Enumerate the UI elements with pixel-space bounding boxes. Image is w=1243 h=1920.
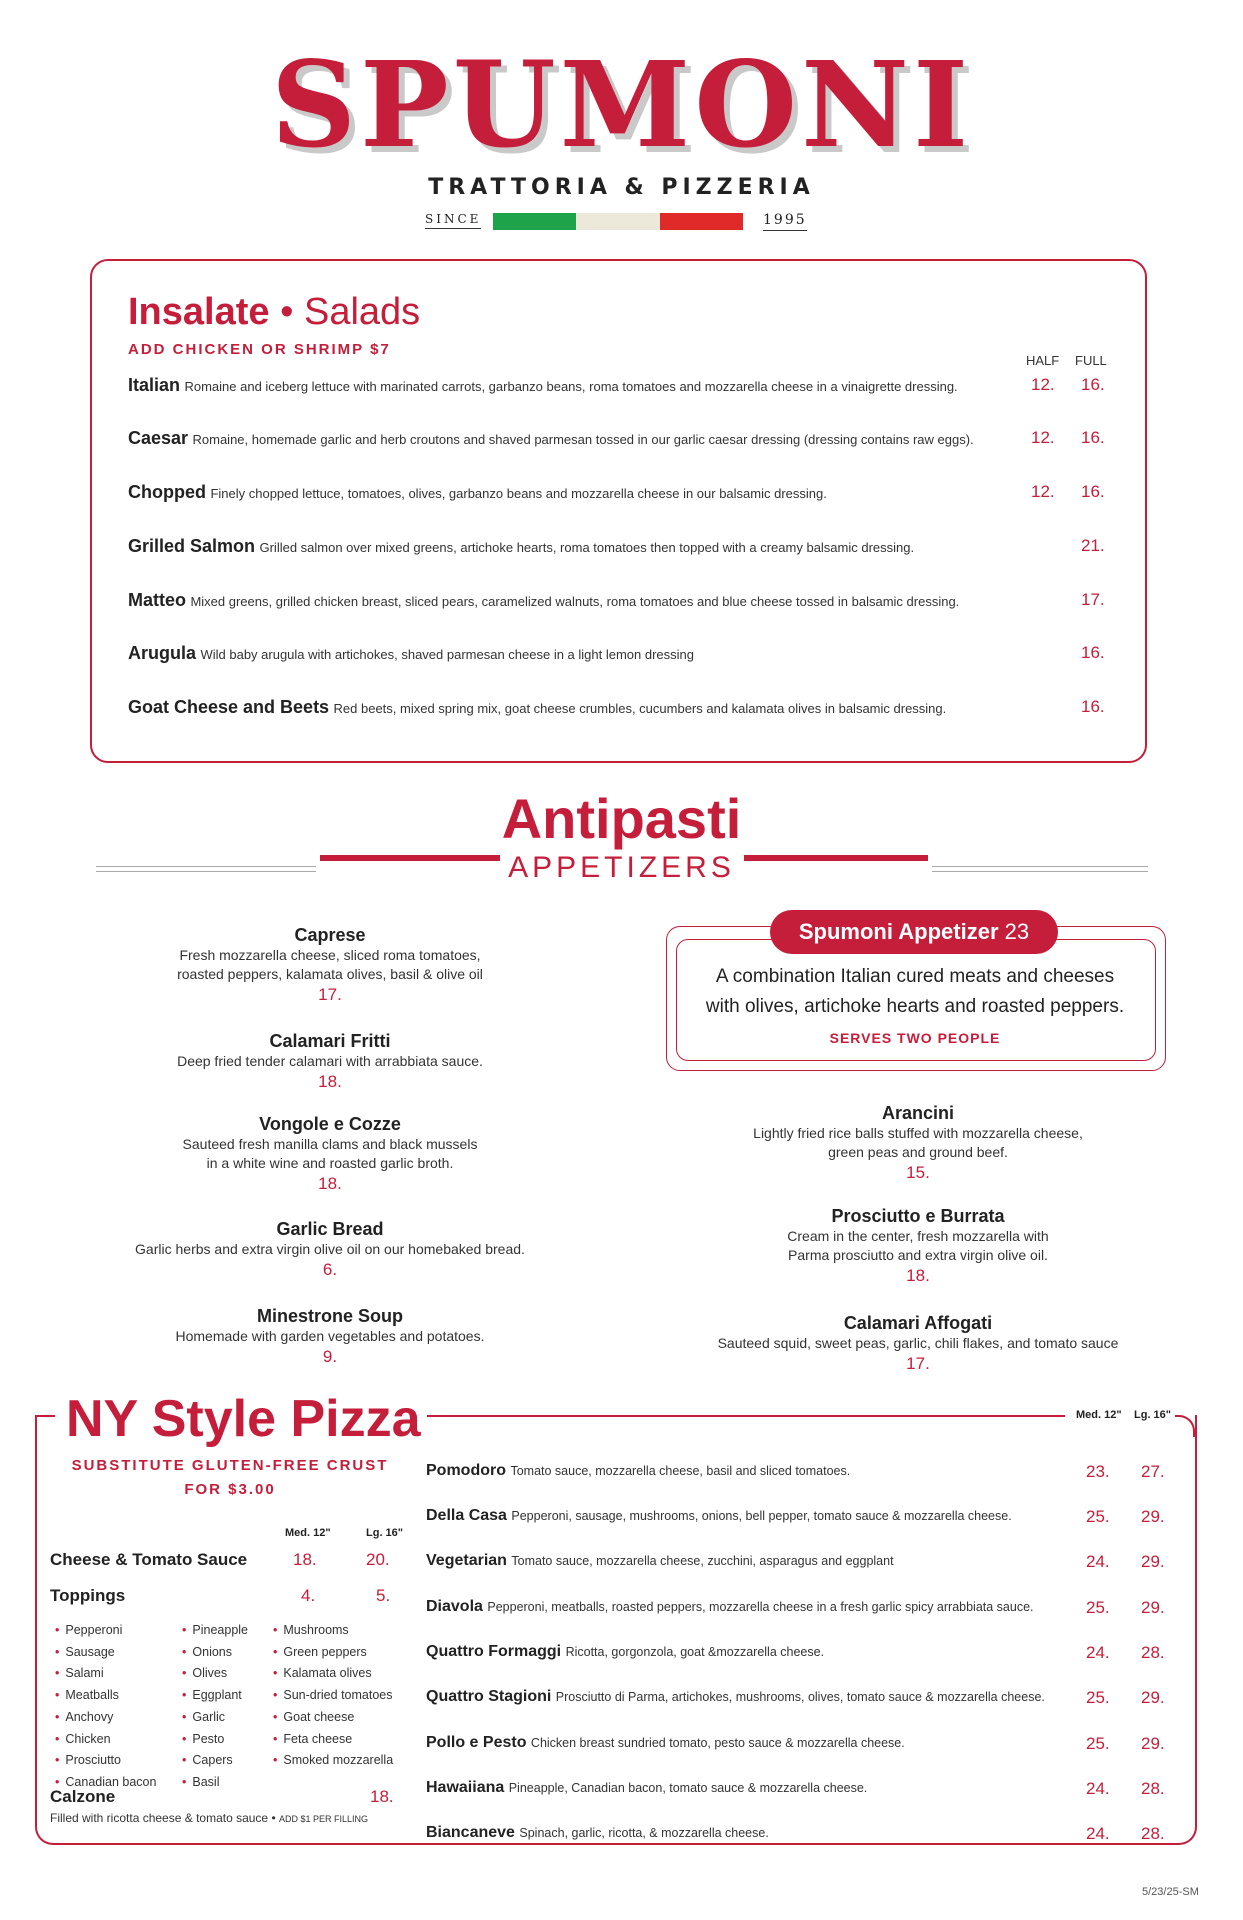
topping-item: • Garlic — [182, 1707, 248, 1729]
pizza-desc: Chicken breast sundried tomato, pesto sauce & mozzarella cheese. — [530, 1736, 905, 1750]
flag-white — [576, 213, 659, 230]
pizza-desc: Pepperoni, meatballs, roasted peppers, mozzarella cheese in a fresh garlic spicy arrabbiata sauce. — [487, 1600, 1034, 1614]
spumoni-appetizer-name: Spumoni Appetizer — [798, 919, 999, 944]
spumoni-desc-line: A combination Italian cured meats and cheeses — [715, 966, 1115, 987]
appetizer-item — [90, 1113, 570, 1195]
salad-item — [128, 643, 1128, 667]
salad-desc: Romaine and iceberg lettuce with marinated carrots, garbanzo beans, roma tomatoes and mozzarella cheese in a vinaigrette dressing. — [184, 379, 958, 394]
pizza-lg-price: 28. — [1141, 1643, 1165, 1662]
appetizer-price: 18. — [318, 1174, 342, 1193]
appetizer-price: 18. — [906, 1266, 930, 1285]
appetizer-desc: Cream in the center, fresh mozzarella with — [787, 1228, 1049, 1244]
topping-item: • Chicken — [55, 1729, 156, 1751]
salad-item — [128, 482, 1128, 506]
pizza-desc: Ricotta, gorgonzola, goat &mozzarella cheese. — [565, 1645, 825, 1659]
topping-item: • Olives — [182, 1663, 248, 1685]
salads-add-note: ADD CHICKEN OR SHRIMP $7 — [128, 341, 391, 358]
salad-name: Caesar — [128, 428, 189, 448]
pizza-desc: Pineapple, Canadian bacon, tomato sauce & mozzarella cheese. — [508, 1781, 868, 1795]
toppings-list — [55, 1620, 156, 1794]
spumoni-appetizer-desc — [680, 962, 1150, 1022]
gluten-free-note — [60, 1454, 400, 1502]
pizza-border-top — [35, 1415, 55, 1417]
topping-item: • Meatballs — [55, 1685, 156, 1707]
appetizer-desc: in a white wine and roasted garlic broth. — [206, 1155, 454, 1171]
print-code: 5/23/25-SM — [1142, 1886, 1199, 1898]
antipasti-title: Antipasti — [501, 787, 742, 850]
appetizer-name: Caprese — [294, 925, 366, 945]
appetizer-item — [90, 924, 570, 1006]
pizza-name: Della Casa — [426, 1507, 507, 1524]
gf-line: FOR $3.00 — [184, 1481, 276, 1498]
cheese-pizza-lg-price: 20. — [366, 1550, 390, 1569]
specialty-pizza — [426, 1507, 1186, 1531]
brand-name: SPUMONI — [270, 35, 973, 174]
appetizer-desc: roasted peppers, kalamata olives, basil & olive oil — [177, 966, 483, 982]
salad-item — [128, 375, 1128, 399]
pizza-med-price: 24. — [1086, 1643, 1110, 1662]
pizza-med-price: 23. — [1086, 1462, 1110, 1481]
med-size-header: Med. 12" — [1072, 1409, 1126, 1421]
appetizer-name: Prosciutto e Burrata — [831, 1206, 1005, 1226]
appetizer-desc: Garlic herbs and extra virgin olive oil on our homebaked bread. — [135, 1241, 525, 1257]
topping-item: • Onions — [182, 1642, 248, 1664]
salad-name: Italian — [128, 375, 181, 395]
salad-name: Arugula — [128, 643, 197, 663]
salad-item — [128, 428, 1128, 452]
specialty-pizza — [426, 1643, 1186, 1667]
pizza-desc: Spinach, garlic, ricotta, & mozzarella cheese. — [519, 1826, 769, 1840]
specialty-pizza — [426, 1462, 1186, 1486]
calzone-price: 18. — [370, 1787, 394, 1806]
topping-item: • Sun-dried tomatoes — [273, 1685, 393, 1707]
appetizer-price: 9. — [322, 1347, 338, 1366]
toppings-list — [273, 1620, 393, 1772]
salad-desc: Red beets, mixed spring mix, goat cheese crumbles, cucumbers and kalamata olives in balsamic dressing. — [333, 701, 947, 716]
appetizer-name: Minestrone Soup — [256, 1306, 403, 1326]
pizza-lg-price: 29. — [1141, 1688, 1165, 1707]
appetizer-item — [90, 1030, 570, 1093]
pizza-med-price: 24. — [1086, 1824, 1110, 1843]
appetizer-desc: Fresh mozzarella cheese, sliced roma tomatoes, — [179, 947, 481, 963]
pizza-med-price: 25. — [1086, 1507, 1110, 1526]
topping-item: • Pepperoni — [55, 1620, 156, 1642]
pizza-med-price: 25. — [1086, 1688, 1110, 1707]
appetizer-name: Calamari Fritti — [269, 1031, 391, 1051]
salad-desc: Mixed greens, grilled chicken breast, sliced pears, caramelized walnuts, roma tomatoes and blue cheese tossed in balsamic dressing. — [190, 594, 960, 609]
pizza-lg-price: 27. — [1141, 1462, 1165, 1481]
salad-desc: Finely chopped lettuce, tomatoes, olives, garbanzo beans and mozzarella cheese in our balsamic dressing. — [210, 486, 827, 501]
topping-item: • Kalamata olives — [273, 1663, 393, 1685]
appetizer-desc: Lightly fried rice balls stuffed with mozzarella cheese, — [753, 1125, 1083, 1141]
pizza-lg-price: 29. — [1141, 1552, 1165, 1571]
topping-item: • Capers — [182, 1750, 248, 1772]
full-column-header: FULL — [1075, 353, 1107, 368]
salad-desc: Grilled salmon over mixed greens, artichoke hearts, roma tomatoes then topped with a creamy balsamic dressing. — [259, 540, 915, 555]
salad-full-price: 17. — [1081, 590, 1105, 609]
appetizer-desc: Homemade with garden vegetables and potatoes. — [175, 1328, 485, 1344]
topping-item: • Sausage — [55, 1642, 156, 1664]
calzone-desc: Filled with ricotta cheese & tomato sauce • ADD $1 PER FILLING — [50, 1811, 369, 1825]
restaurant-subtitle: TRATTORIA & PIZZERIA — [428, 175, 815, 200]
salads-title-en: Salads — [303, 291, 421, 333]
topping-item: • Canadian bacon — [55, 1772, 156, 1794]
calzone-desc-text: Filled with ricotta cheese & tomato sauce — [50, 1811, 269, 1825]
appetizer-desc: Parma prosciutto and extra virgin olive oil. — [788, 1247, 1048, 1263]
appetizer-price: 17. — [906, 1354, 930, 1373]
pizza-desc: Tomato sauce, mozzarella cheese, basil and sliced tomatoes. — [510, 1464, 851, 1478]
pizza-lg-price: 28. — [1141, 1779, 1165, 1798]
pizza-name: Diavola — [426, 1598, 483, 1615]
appetizer-price: 15. — [906, 1163, 930, 1182]
salad-half-price: 12. — [1031, 428, 1055, 447]
since-label: SINCE — [425, 212, 481, 229]
topping-item: • Prosciutto — [55, 1750, 156, 1772]
topping-item: • Goat cheese — [273, 1707, 393, 1729]
specialty-pizza — [426, 1734, 1186, 1758]
since-year: 1995 — [763, 212, 807, 231]
appetizer-price: 18. — [318, 1072, 342, 1091]
pizza-name: Quattro Formaggi — [426, 1643, 562, 1660]
salad-full-price: 21. — [1081, 536, 1105, 555]
salad-item — [128, 536, 1128, 560]
pizza-desc: Pepperoni, sausage, mushrooms, onions, bell pepper, tomato sauce & mozzarella cheese. — [511, 1509, 1012, 1523]
appetizer-item — [90, 1218, 570, 1281]
flag-green — [493, 213, 576, 230]
pizza-title: NY Style Pizza — [60, 1390, 427, 1448]
salad-full-price: 16. — [1081, 428, 1105, 447]
salad-name: Grilled Salmon — [128, 536, 256, 556]
lg-size-header: Lg. 16" — [1130, 1409, 1175, 1421]
pizza-desc: Tomato sauce, mozzarella cheese, zucchini, asparagus and eggplant — [511, 1554, 894, 1568]
cheese-pizza-med-price: 18. — [293, 1550, 317, 1569]
half-column-header: HALF — [1026, 353, 1060, 368]
toppings-name: Toppings — [50, 1586, 126, 1605]
appetizer-desc: Sauteed fresh manilla clams and black mussels — [182, 1136, 478, 1152]
topping-item: • Basil — [182, 1772, 248, 1794]
pizza-name: Quattro Stagioni — [426, 1688, 552, 1705]
pizza-border-top — [405, 1415, 1065, 1417]
topping-item: • Salami — [55, 1663, 156, 1685]
pizza-name: Biancaneve — [426, 1824, 515, 1841]
salad-item — [128, 590, 1128, 614]
topping-item: • Green peppers — [273, 1642, 393, 1664]
salad-name: Matteo — [128, 590, 186, 610]
salads-section — [90, 259, 1147, 763]
appetizer-item — [90, 1305, 570, 1368]
toppings-lg-price: 5. — [376, 1586, 391, 1605]
appetizer-name: Calamari Affogati — [843, 1313, 993, 1333]
salads-title: Insalate • Salads — [128, 291, 421, 333]
specialty-pizza — [426, 1824, 1186, 1848]
pizza-name: Pomodoro — [426, 1462, 506, 1479]
specialty-pizza — [426, 1779, 1186, 1803]
salad-full-price: 16. — [1081, 643, 1105, 662]
spumoni-appetizer-header — [770, 910, 1058, 954]
salad-desc: Romaine, homemade garlic and herb croutons and shaved parmesan tossed in our garlic caesar dressing (dressing contains raw eggs). — [192, 432, 974, 447]
appetizer-name: Arancini — [881, 1103, 955, 1123]
salad-full-price: 16. — [1081, 482, 1105, 501]
salad-item — [128, 697, 1128, 721]
specialty-pizza — [426, 1598, 1186, 1622]
appetizer-item — [678, 1205, 1158, 1287]
med-size-header: Med. 12" — [285, 1527, 331, 1539]
pizza-name: Pollo e Pesto — [426, 1734, 527, 1751]
specialty-pizza — [426, 1688, 1186, 1712]
pizza-lg-price: 29. — [1141, 1598, 1165, 1617]
salad-half-price: 12. — [1031, 482, 1055, 501]
cheese-pizza-name: Cheese & Tomato Sauce — [50, 1550, 248, 1569]
salad-full-price: 16. — [1081, 375, 1105, 394]
pizza-name: Hawaiiana — [426, 1779, 505, 1796]
gf-line: SUBSTITUTE GLUTEN-FREE CRUST — [71, 1457, 389, 1474]
antipasti-subtitle: APPETIZERS — [508, 851, 735, 884]
appetizer-desc: Sauteed squid, sweet peas, garlic, chili flakes, and tomato sauce — [717, 1335, 1119, 1351]
flag-red — [660, 213, 743, 230]
appetizer-desc: Deep fried tender calamari with arrabbiata sauce. — [177, 1053, 483, 1069]
salad-desc: Wild baby arugula with artichokes, shaved parmesan cheese in a light lemon dressing — [200, 647, 695, 662]
appetizer-item — [678, 1102, 1158, 1184]
appetizer-name: Garlic Bread — [276, 1219, 384, 1239]
appetizer-price: 17. — [318, 985, 342, 1004]
pizza-med-price: 25. — [1086, 1598, 1110, 1617]
pizza-med-price: 25. — [1086, 1734, 1110, 1753]
pizza-med-price: 24. — [1086, 1552, 1110, 1571]
pizza-desc: Prosciutto di Parma, artichokes, mushrooms, olives, tomato sauce & mozzarella cheese. — [555, 1690, 1045, 1704]
topping-item: • Mushrooms — [273, 1620, 393, 1642]
pizza-lg-price: 28. — [1141, 1824, 1165, 1843]
toppings-list — [182, 1620, 248, 1794]
toppings-med-price: 4. — [301, 1586, 316, 1605]
calzone-filling-note: ADD $1 PER FILLING — [278, 1814, 369, 1824]
topping-item: • Anchovy — [55, 1707, 156, 1729]
pizza-name: Vegetarian — [426, 1552, 507, 1569]
appetizer-name: Vongole e Cozze — [259, 1114, 401, 1134]
salad-name: Chopped — [128, 482, 206, 502]
calzone-name: Calzone — [50, 1787, 116, 1806]
topping-item: • Eggplant — [182, 1685, 248, 1707]
salads-title-it: Insalate — [128, 291, 270, 333]
lg-size-header: Lg. 16" — [366, 1527, 404, 1539]
salad-name: Goat Cheese and Beets — [128, 697, 330, 717]
logo — [0, 35, 1243, 174]
appetizer-desc: green peas and ground beef. — [828, 1144, 1008, 1160]
spumoni-desc-line: with olives, artichoke hearts and roasted peppers. — [705, 996, 1125, 1017]
topping-item: • Pineapple — [182, 1620, 248, 1642]
italian-flag-bar — [493, 213, 743, 230]
pizza-lg-price: 29. — [1141, 1734, 1165, 1753]
specialty-pizza — [426, 1552, 1186, 1576]
salad-half-price: 12. — [1031, 375, 1055, 394]
salad-full-price: 16. — [1081, 697, 1105, 716]
appetizer-item — [678, 1312, 1158, 1375]
appetizer-price: 6. — [322, 1260, 338, 1279]
topping-item: • Smoked mozzarella — [273, 1750, 393, 1772]
topping-item: • Pesto — [182, 1729, 248, 1751]
serves-note: SERVES TWO PEOPLE — [829, 1030, 1001, 1046]
pizza-lg-price: 29. — [1141, 1507, 1165, 1526]
pizza-med-price: 24. — [1086, 1779, 1110, 1798]
spumoni-appetizer-price: 23 — [1004, 919, 1030, 944]
topping-item: • Feta cheese — [273, 1729, 393, 1751]
